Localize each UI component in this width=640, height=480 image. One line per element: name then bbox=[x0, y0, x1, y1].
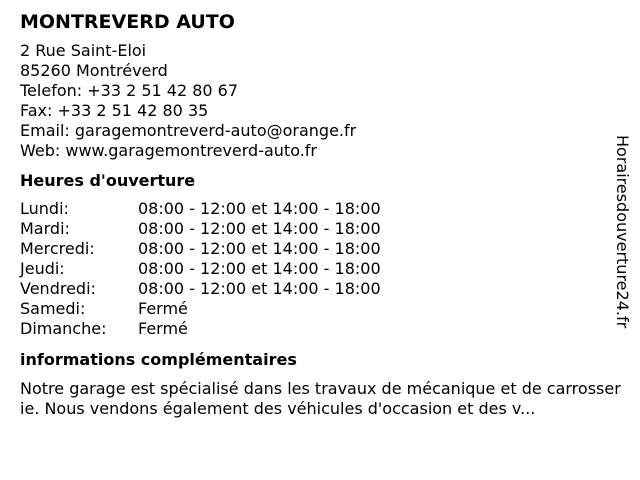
day-label: Dimanche: bbox=[20, 319, 107, 338]
address-street: 2 Rue Saint-Eloi bbox=[20, 41, 147, 60]
day-label: Samedi: bbox=[20, 299, 86, 318]
fax-number: Fax: +33 2 51 42 80 35 bbox=[20, 101, 209, 120]
day-hours: 08:00 - 12:00 et 14:00 - 18:00 bbox=[138, 239, 381, 258]
opening-hours-heading: Heures d'ouverture bbox=[20, 171, 196, 190]
hours-row-tuesday bbox=[20, 219, 620, 239]
business-description: Notre garage est spécialisé dans les travaux de mécanique et de carrosserie. Nous vendons également des véhicules d'occasion et des v... bbox=[20, 379, 621, 418]
day-hours: 08:00 - 12:00 et 14:00 - 18:00 bbox=[138, 199, 381, 218]
day-hours: Fermé bbox=[138, 319, 188, 338]
address-city: 85260 Montréverd bbox=[20, 61, 168, 80]
day-label: Lundi: bbox=[20, 199, 69, 218]
website-url: Web: www.garagemontreverd-auto.fr bbox=[20, 141, 317, 160]
business-listing bbox=[20, 10, 620, 419]
email-address: Email: garagemontreverd-auto@orange.fr bbox=[20, 121, 357, 140]
site-watermark: Horairesdouverture24.fr bbox=[613, 135, 632, 329]
hours-row-monday bbox=[20, 199, 620, 219]
hours-row-friday bbox=[20, 279, 620, 299]
hours-row-thursday bbox=[20, 259, 620, 279]
phone-number: Telefon: +33 2 51 42 80 67 bbox=[20, 81, 239, 100]
day-hours: 08:00 - 12:00 et 14:00 - 18:00 bbox=[138, 279, 381, 298]
day-hours: Fermé bbox=[138, 299, 188, 318]
opening-hours-table bbox=[20, 199, 620, 339]
day-label: Mardi: bbox=[20, 219, 70, 238]
hours-row-sunday bbox=[20, 319, 620, 339]
hours-row-saturday bbox=[20, 299, 620, 319]
business-name: MONTREVERD AUTO bbox=[20, 11, 235, 33]
day-hours: 08:00 - 12:00 et 14:00 - 18:00 bbox=[138, 259, 381, 278]
hours-row-wednesday bbox=[20, 239, 620, 259]
day-label: Jeudi: bbox=[20, 259, 65, 278]
day-hours: 08:00 - 12:00 et 14:00 - 18:00 bbox=[138, 219, 381, 238]
day-label: Vendredi: bbox=[20, 279, 96, 298]
day-label: Mercredi: bbox=[20, 239, 95, 258]
additional-info-heading: informations complémentaires bbox=[20, 350, 297, 369]
